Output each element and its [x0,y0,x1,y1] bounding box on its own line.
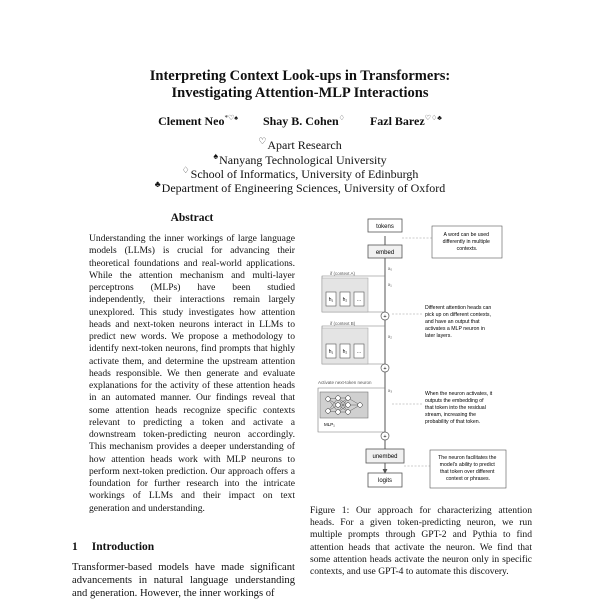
author [370,114,442,128]
x1-label: x₁ [388,282,392,287]
note-line: outputs the embedding of [425,398,484,404]
note-line: The neuron facilitates the [438,455,497,461]
affiliation-symbol: ♣ [154,179,161,189]
note-line: that token into the residual [425,405,486,411]
note-line: stream, increasing the [425,412,477,418]
plus-icon: + [383,434,387,440]
affiliation-symbol: ♠ [213,151,219,161]
activate-neuron-label: Activate next-token neuron [318,380,372,385]
section-title: Introduction [91,541,155,553]
note-line: A word can be used [443,232,490,238]
author-marks: ♢ [338,114,345,122]
affiliation-text: Department of Engineering Sciences, University of Oxford [161,181,446,195]
author [263,114,345,128]
note-line: context or phrases. [445,476,491,482]
note-line: contexts. [456,246,478,252]
x3-label: x₃ [388,388,393,393]
context-a-label: if (context A) [330,271,356,276]
section-heading [72,541,154,553]
author-name: Clement Neo [158,114,225,128]
head-more-label: … [356,297,362,303]
figure-caption: Figure 1: Our approach for characterizing attention heads. For a given token-predicting neuron, we run multiple prompts through GPT-2 and Pythia to find attention heads that activate the neuron. We find that some attention heads activate the neuron only in specific contexts, and use GPT-4 to automate this discovery. [310,505,532,578]
note-4-text [438,455,498,482]
note-line: Different attention heads can [425,305,492,311]
note-line: probability of that token. [425,419,481,425]
author-list [0,114,600,129]
head-h1-label: h₁ [328,297,334,303]
figure-1-diagram [308,214,536,496]
head-h2-label: h₂ [342,349,348,355]
author-name: Shay B. Cohen [262,114,339,128]
note-line: activates a MLP neuron in [425,326,485,332]
head-h2-label: h₂ [342,297,348,303]
section-number: 1 [72,541,78,553]
affiliation-symbol: ♡ [258,136,267,146]
author-marks: ♡♢♣ [424,114,442,122]
author [158,114,238,128]
unembed-label: unembed [372,454,398,460]
affiliation-text: School of Informatics, University of Edinburgh [190,167,419,181]
head-more-label: … [356,349,362,355]
note-line: model's ability to predict [439,462,495,468]
note-3-text [425,391,494,425]
abstract-text: Understanding the inner workings of large language models (LLMs) is crucial for advancing their theoretical foundations and real-world applications. While the attention mechanism and multi-layer perceptrons (MLPs) have been studied independently, their interactions remain largely unexplored. This study investigates how attention heads and next-token neurons interact in LLMs to predict new words. We propose a methodology to identify next-token neurons, find prompts that highly activate them, and determine the upstream attention heads responsible. We then generate and evaluate explanations for the activity of these attention heads in an automated manner. Our findings reveal that some attention heads recognize specific contexts relevant to predicting a token and activate a downstream token-predicting neuron accordingly. This mechanism provides a deeper understanding of how attention heads work with MLP neurons to perform next-token prediction. Our approach offers a foundation for further research into the intricate workings of LLMs and their impact on text generation and understanding. [89,233,295,514]
note-line: and have an output that [425,319,480,325]
x0-label: x₀ [388,266,393,271]
abstract-heading: Abstract [170,212,214,224]
author-name: Fazl Barez [369,114,425,128]
x2-label: x₂ [388,334,392,339]
note-2-text [425,305,493,339]
plus-icon: + [383,314,387,320]
intro-text: Transformer-based models have made significant advancements in natural language understanding and generation. However, the inner workings of [72,562,295,599]
note-line: When the neuron activates, it [425,391,493,397]
mlp-label: MLP₁ [324,422,335,427]
affiliation-text: Nanyang Technological University [219,153,387,167]
note-line: later layers. [425,333,452,339]
note-line: that token over different [440,469,495,475]
plus-icon: + [383,366,387,372]
paper-title-line-2: Investigating Attention-MLP Interactions [171,85,429,101]
embed-label: embed [375,250,395,256]
note-line: differently in multiple [442,239,490,245]
note-line: pick up on different contexts, [425,312,491,318]
head-h1-label: h₁ [328,349,334,355]
affiliation [0,177,600,195]
note-connectors [392,238,432,466]
author-marks: *♡♠ [224,114,238,122]
affiliation-text: Apart Research [267,138,342,152]
paper-title-line-1: Interpreting Context Look-ups in Transformers: [149,68,451,84]
context-b-label: if (context B) [330,321,356,326]
tokens-label: tokens [376,224,394,230]
affiliation-symbol: ♢ [181,165,190,175]
logits-label: logits [377,478,393,484]
